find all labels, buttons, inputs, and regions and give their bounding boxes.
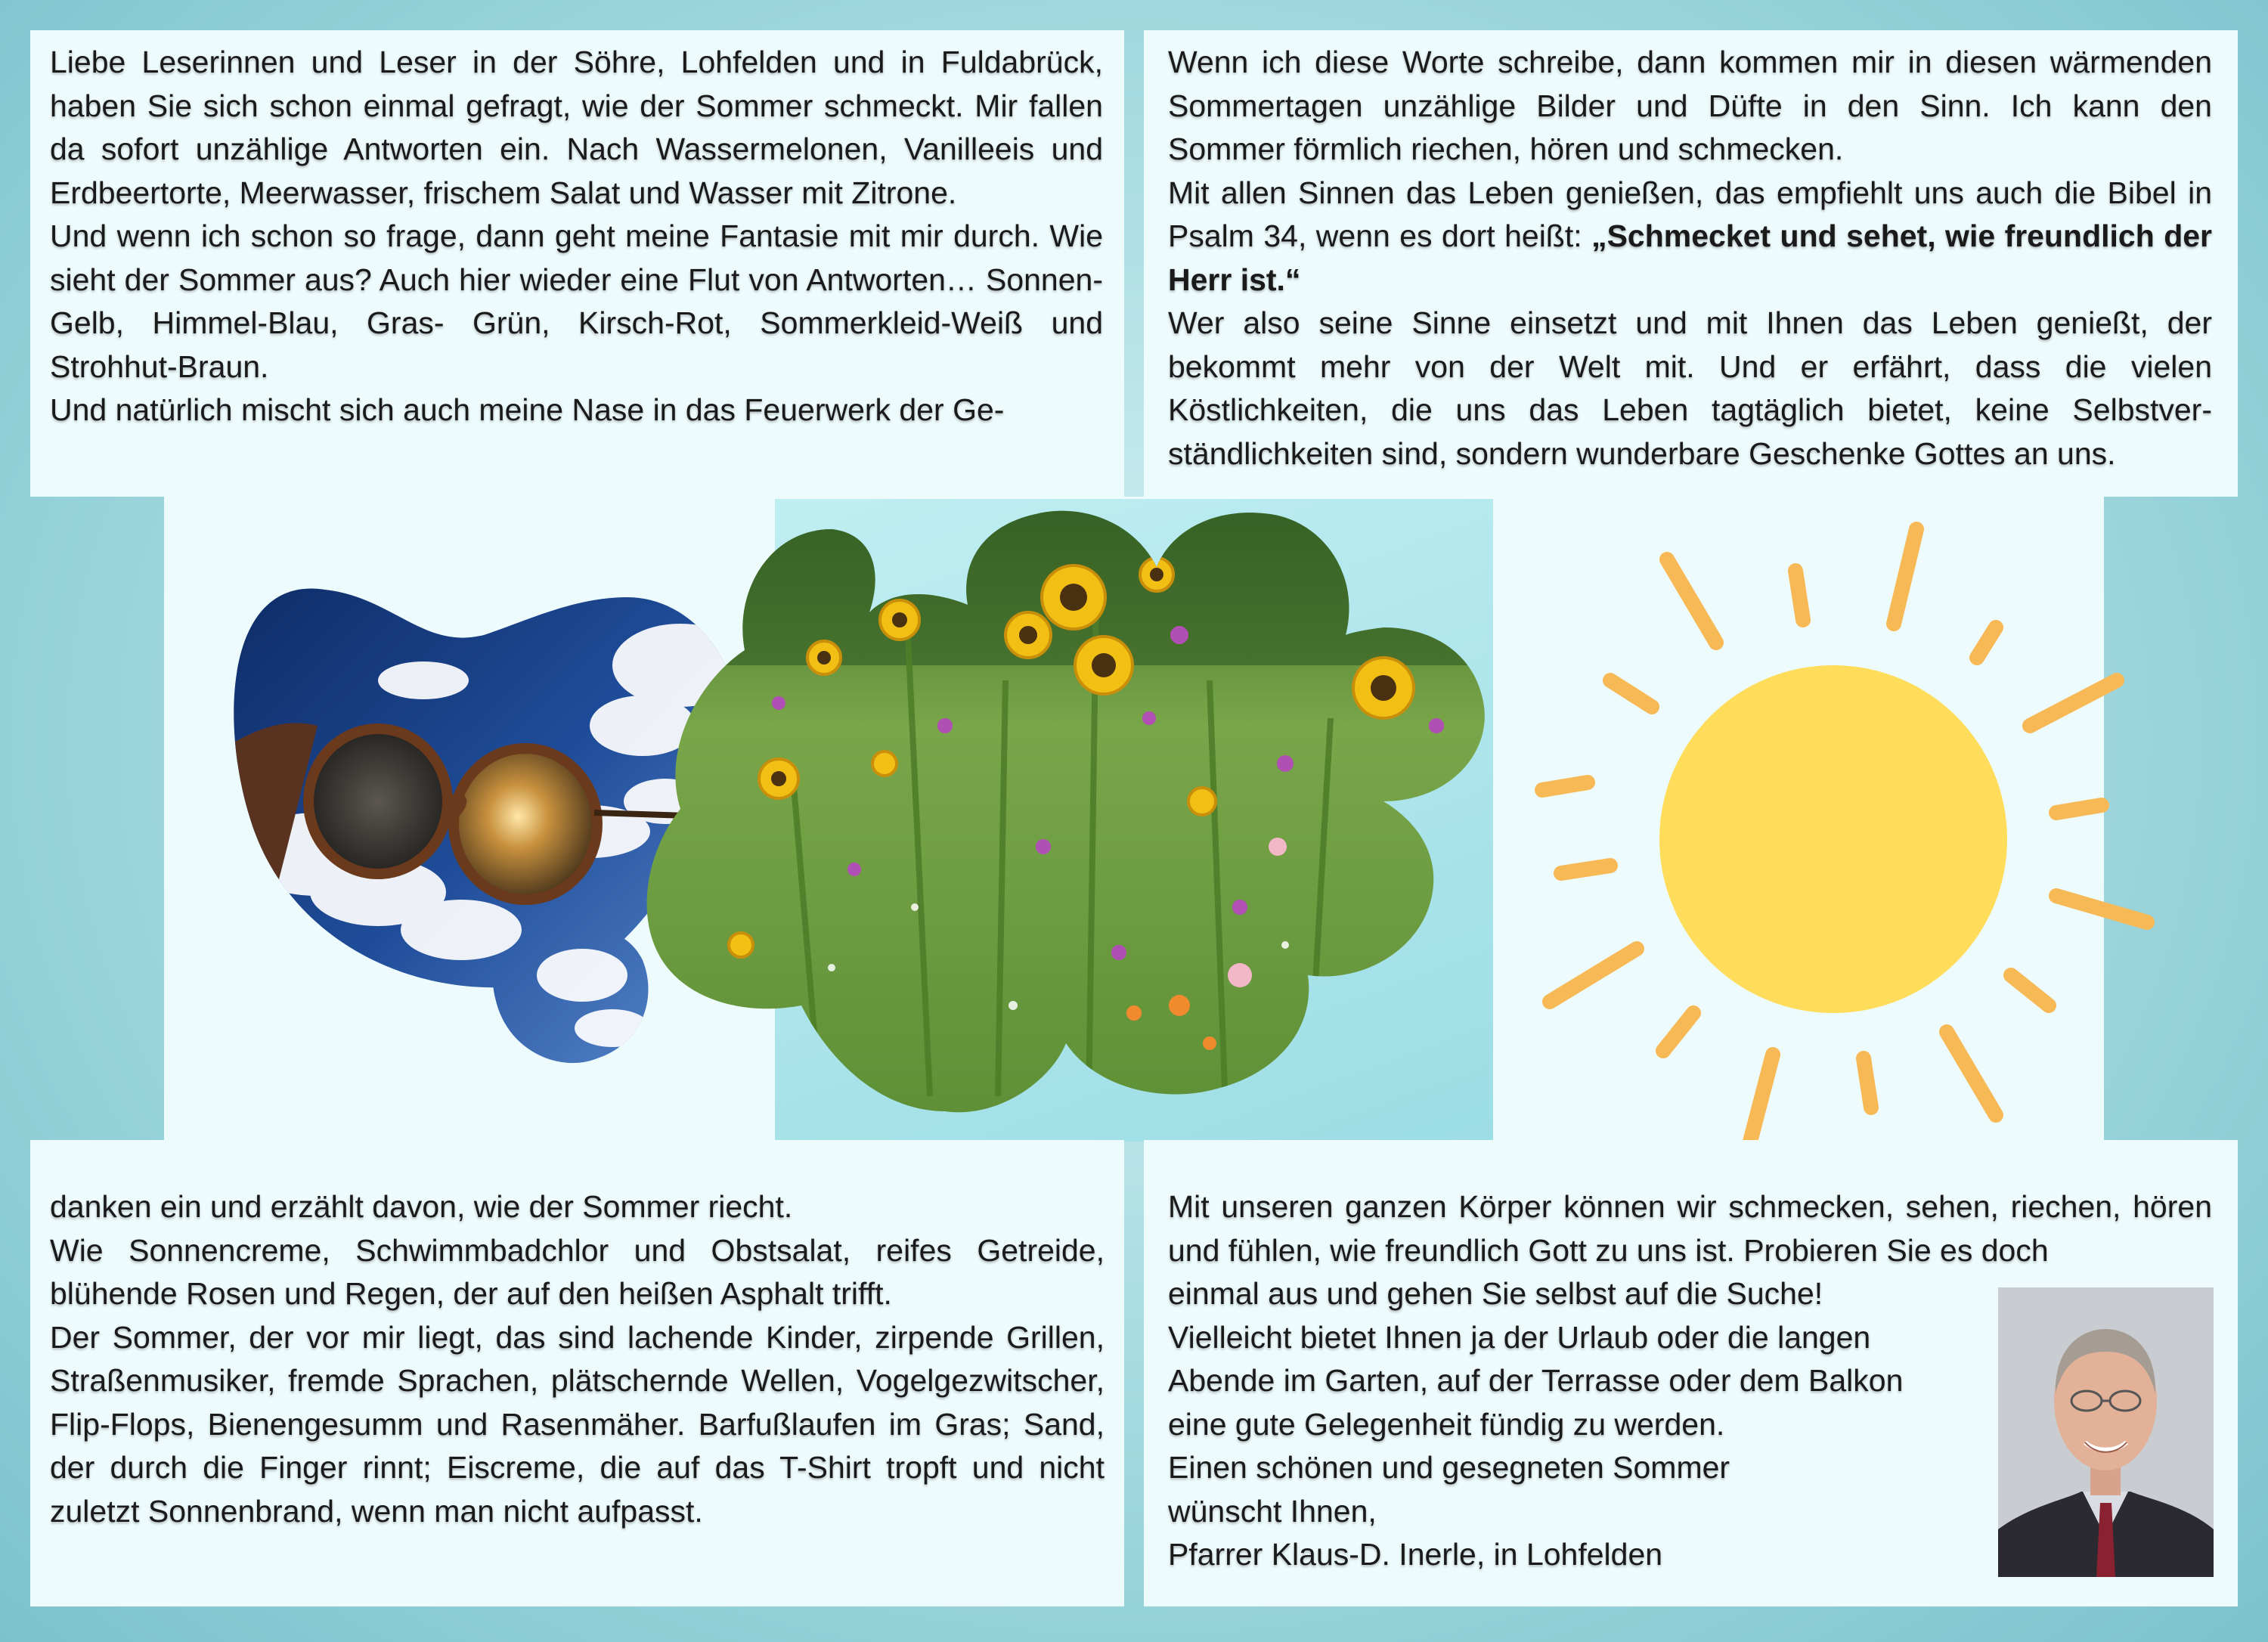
bible-quote: „Schmecket und sehet, wie freundlich der Herr ist.“ — [1168, 218, 2212, 297]
text-panel-bottom-left — [30, 1140, 1124, 1606]
paragraph: Wie Sonnencreme, Schwimmbadchlor und Obstsalat, reifes Getreide, blühende Rosen und Regen, der auf den heißen Asphalt trifft. — [50, 1232, 1105, 1311]
paragraph: danken ein und erzählt davon, wie der Sommer riecht. — [50, 1189, 793, 1224]
paragraph — [1168, 172, 2212, 302]
paragraph: Wer also seine Sinne einsetzt und mit Ihnen das Leben genießt, der bekommt mehr von der Welt mit. Und er erfährt, dass die vielen Köstlichkeiten, die uns das Leben tagtäglich bietet, keine Selbstver-ständlichkeiten sind, sondern wunderbare Geschenke Gottes an uns. — [1168, 305, 2212, 471]
paragraph: Liebe Leserinnen und Leser in der Söhre, Lohfelden und in Fuldabrück, haben Sie sich schon einmal gefragt, wie der Sommer schmeckt. Mir fallen da sofort unzählige Antworten ein. Nach Wassermelonen, Vanilleeis und Erdbeertorte, Meerwasser, frischem Salat und Wasser mit Zitrone. — [50, 45, 1103, 210]
closing-line: Abende im Garten, auf der Terrasse oder dem Balkon — [1168, 1363, 1904, 1398]
paragraph: Der Sommer, der vor mir liegt, das sind lachende Kinder, zirpende Grillen, Straßenmusiker, fremde Sprachen, plätschernde Wellen, Vogelgezwitscher, Flip-Flops, Bienengesumm und Rasenmäher. Barfußlaufen im Gras; Sand, der durch die Finger rinnt; Eiscreme, die auf das T-Shirt tropft und nicht zuletzt Sonnenbrand, wenn man nicht aufpasst. — [50, 1319, 1105, 1529]
signature-line: Pfarrer Klaus-D. Inerle, in Lohfelden — [1168, 1537, 1663, 1572]
text-panel-top-left — [30, 30, 1124, 497]
pastor-portrait-photo — [1998, 1287, 2214, 1577]
sunflower-meadow-photo — [635, 499, 1504, 1149]
closing-line: einmal aus und gehen Sie selbst auf die Suche! — [1168, 1276, 1823, 1311]
paragraph: Mit unseren ganzen Körper können wir schmecken, sehen, riechen, hören und fühlen, wie freundlich Gott zu uns ist. Probieren Sie es doch — [1168, 1189, 2212, 1268]
closing-line: eine gute Gelegenheit fündig zu werden. — [1168, 1406, 1725, 1442]
paragraph: Und natürlich mischt sich auch meine Nase in das Feuerwerk der Ge- — [50, 392, 1005, 427]
closing-line: Einen schönen und gesegneten Sommer — [1168, 1450, 1730, 1485]
sun-illustration — [1542, 529, 2147, 1142]
closing-line: wünscht Ihnen, — [1168, 1493, 1377, 1529]
paragraph-text: Mit allen Sinnen das Leben genießen, das empfiehlt uns auch die Bibel in Psalm 34, wenn es dort heißt: — [1168, 175, 2212, 253]
paragraph: Wenn ich diese Worte schreibe, dann kommen mir in diesen wärmenden Sommertagen unzählige Bilder und Düfte in den Sinn. Ich kann den Sommer förmlich riechen, hören und schmecken. — [1168, 45, 2212, 166]
paragraph: Und wenn ich schon so frage, dann geht meine Fantasie mit mir durch. Wie sieht der Sommer aus? Auch hier wieder eine Flut von Antworten… Sonnen-Gelb, Himmel-Blau, Gras- Grün, Kirsch-Rot, Sommerkleid-Weiß und Strohhut-Braun. — [50, 218, 1103, 384]
text-panel-top-right — [1144, 30, 2238, 497]
closing-line: Vielleicht bietet Ihnen ja der Urlaub oder die langen — [1168, 1319, 1871, 1355]
